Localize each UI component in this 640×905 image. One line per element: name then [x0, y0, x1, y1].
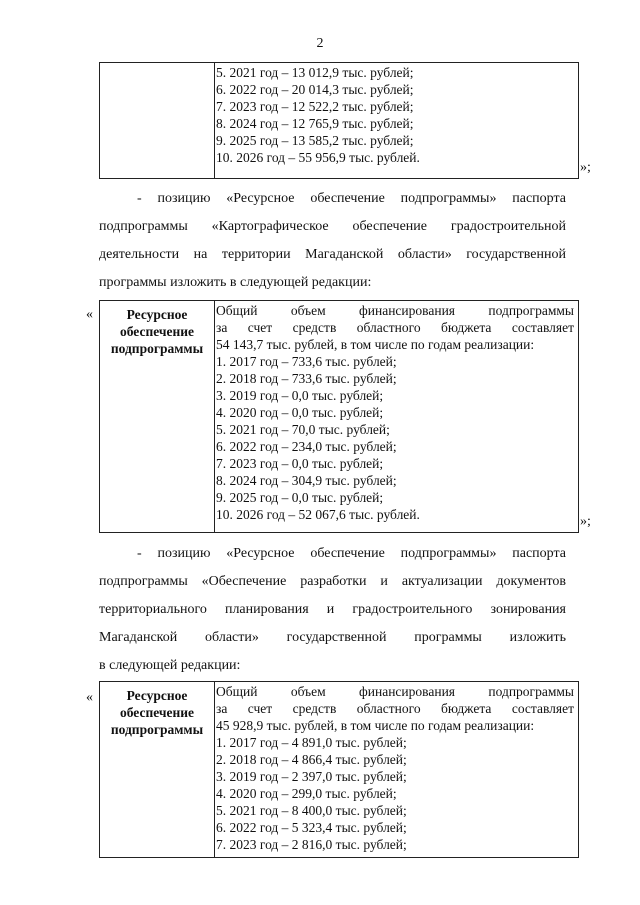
- year-line: 1. 2017 год – 4 891,0 тыс. рублей;: [216, 735, 407, 750]
- label-line: Ресурсное: [126, 688, 188, 703]
- year-line: 10. 2026 год – 55 956,9 тыс. рублей.: [216, 150, 420, 165]
- year-line: 4. 2020 год – 0,0 тыс. рублей;: [216, 405, 384, 420]
- table-resource-continued: [99, 62, 579, 179]
- intro-line: за счет средств областного бюджета составляет: [216, 320, 574, 335]
- year-line: 5. 2021 год – 13 012,9 тыс. рублей;: [216, 65, 414, 80]
- paragraph-line: - позицию «Ресурсное обеспечение подпрограммы» паспорта: [137, 191, 566, 206]
- paragraph-line: - позицию «Ресурсное обеспечение подпрограммы» паспорта: [137, 546, 566, 561]
- paragraph-line: подпрограммы «Обеспечение разработки и актуализации документов: [99, 574, 566, 589]
- year-line: 8. 2024 год – 304,9 тыс. рублей;: [216, 473, 397, 488]
- paragraph-line: подпрограммы «Картографическое обеспечение градостроительной: [99, 219, 566, 234]
- year-line: 6. 2022 год – 20 014,3 тыс. рублей;: [216, 82, 414, 97]
- label-line: подпрограммы: [110, 341, 204, 356]
- label-line: обеспечение: [119, 324, 195, 339]
- label-line: подпрограммы: [110, 722, 204, 737]
- year-line: 7. 2023 год – 12 522,2 тыс. рублей;: [216, 99, 414, 114]
- table-resource-cartography: [99, 300, 579, 533]
- table-label-cell: [100, 301, 215, 532]
- year-line: 6. 2022 год – 234,0 тыс. рублей;: [216, 439, 397, 454]
- paragraph-line: деятельности на территории Магаданской области» государственной: [99, 247, 566, 262]
- opening-quote: «: [86, 307, 93, 322]
- intro-line: Общий объем финансирования подпрограммы: [216, 684, 574, 699]
- year-line: 8. 2024 год – 12 765,9 тыс. рублей;: [216, 116, 414, 131]
- year-line: 7. 2023 год – 2 816,0 тыс. рублей;: [216, 837, 407, 852]
- paragraph-line: программы изложить в следующей редакции:: [99, 275, 372, 290]
- year-line: 10. 2026 год – 52 067,6 тыс. рублей.: [216, 507, 420, 522]
- table-value-cell: [216, 301, 574, 532]
- table-resource-zoning: [99, 681, 579, 858]
- year-line: 3. 2019 год – 2 397,0 тыс. рублей;: [216, 769, 407, 784]
- year-line: 2. 2018 год – 733,6 тыс. рублей;: [216, 371, 397, 386]
- opening-quote: «: [86, 690, 93, 705]
- year-line: 5. 2021 год – 8 400,0 тыс. рублей;: [216, 803, 407, 818]
- intro-line: 54 143,7 тыс. рублей, в том числе по годам реализации:: [216, 337, 535, 352]
- table-label-cell: [100, 63, 215, 178]
- intro-line: за счет средств областного бюджета составляет: [216, 701, 574, 716]
- table-label-cell: [100, 682, 215, 857]
- year-line: 3. 2019 год – 0,0 тыс. рублей;: [216, 388, 384, 403]
- year-line: 9. 2025 год – 13 585,2 тыс. рублей;: [216, 133, 414, 148]
- page-number: 2: [316, 36, 324, 51]
- intro-line: 45 928,9 тыс. рублей, в том числе по годам реализации:: [216, 718, 535, 733]
- table-value-cell: [216, 682, 574, 857]
- year-line: 7. 2023 год – 0,0 тыс. рублей;: [216, 456, 384, 471]
- closing-quote: »;: [580, 514, 591, 529]
- closing-quote: »;: [580, 160, 591, 175]
- paragraph-line: Магаданской области» государственной программы изложить: [99, 630, 566, 645]
- year-line: 6. 2022 год – 5 323,4 тыс. рублей;: [216, 820, 407, 835]
- year-line: 4. 2020 год – 299,0 тыс. рублей;: [216, 786, 397, 801]
- intro-line: Общий объем финансирования подпрограммы: [216, 303, 574, 318]
- label-line: обеспечение: [119, 705, 195, 720]
- year-line: 2. 2018 год – 4 866,4 тыс. рублей;: [216, 752, 407, 767]
- paragraph-line: территориального планирования и градостроительного зонирования: [99, 602, 566, 617]
- instruction-paragraph: [99, 540, 566, 680]
- year-line: 5. 2021 год – 70,0 тыс. рублей;: [216, 422, 390, 437]
- year-line: 9. 2025 год – 0,0 тыс. рублей;: [216, 490, 384, 505]
- paragraph-line: в следующей редакции:: [99, 658, 241, 673]
- year-line: 1. 2017 год – 733,6 тыс. рублей;: [216, 354, 397, 369]
- instruction-paragraph: [99, 185, 566, 297]
- table-value-cell: [216, 63, 574, 178]
- label-line: Ресурсное: [126, 307, 188, 322]
